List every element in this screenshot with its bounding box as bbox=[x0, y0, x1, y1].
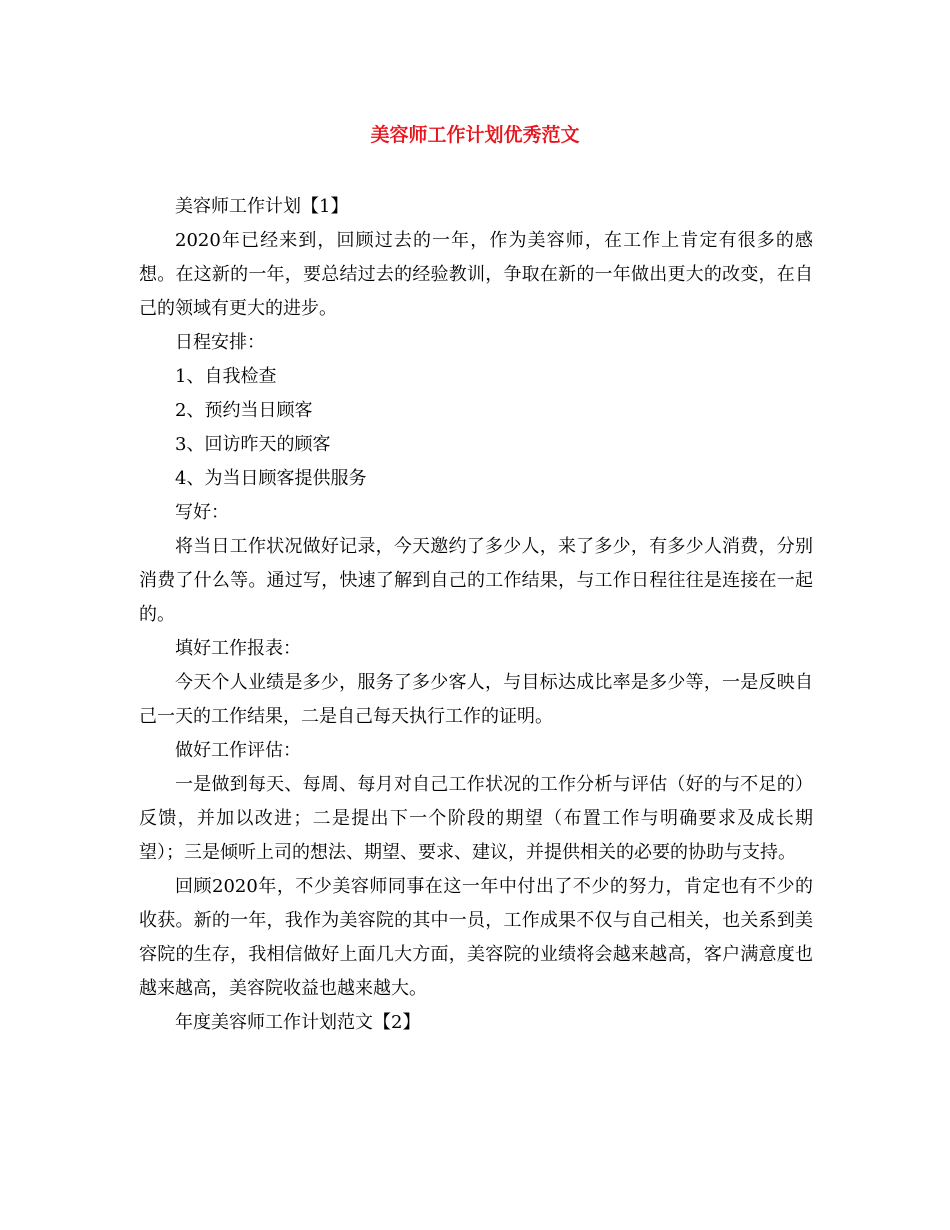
schedule-item: 3、回访昨天的顾客 bbox=[175, 434, 331, 455]
section-heading-1: 美容师工作计划【1】 bbox=[175, 196, 349, 217]
schedule-heading: 日程安排： bbox=[175, 332, 265, 353]
schedule-item: 1、自我检查 bbox=[175, 366, 277, 387]
document-body bbox=[139, 190, 813, 1040]
intro-paragraph: 2020年已经来到，回顾过去的一年，作为美容师，在工作上肯定有很多的感想。在这新的一年，要总结过去的经验教训，争取在新的一年做出更大的改变，在自己的领域有更大的进步。 bbox=[139, 230, 813, 319]
section-heading-2: 年度美容师工作计划范文【2】 bbox=[175, 1012, 421, 1033]
subheading-evaluation: 做好工作评估： bbox=[175, 740, 301, 761]
body-paragraph: 一是做到每天、每周、每月对自己工作状况的工作分析与评估（好的与不足的）反馈，并加以改进；二是提出下一个阶段的期望（布置工作与明确要求及成长期望）；三是倾听上司的想法、期望、要求、建议，并提供相关的必要的协助与支持。 bbox=[139, 774, 813, 863]
subheading-write: 写好： bbox=[175, 502, 229, 523]
schedule-item: 2、预约当日顾客 bbox=[175, 400, 313, 421]
subheading-report: 填好工作报表： bbox=[175, 638, 301, 659]
body-paragraph: 回顾2020年，不少美容师同事在这一年中付出了不少的努力，肯定也有不少的收获。新的一年，我作为美容院的其中一员，工作成果不仅与自己相关，也关系到美容院的生存，我相信做好上面几大方面，美容院的业绩将会越来越高，客户满意度也越来越高，美容院收益也越来越大。 bbox=[139, 876, 813, 999]
body-paragraph: 今天个人业绩是多少，服务了多少客人，与目标达成比率是多少等，一是反映自己一天的工作结果，二是自己每天执行工作的证明。 bbox=[139, 672, 813, 727]
body-paragraph: 将当日工作状况做好记录，今天邀约了多少人，来了多少，有多少人消费，分别消费了什么等。通过写，快速了解到自己的工作结果，与工作日程往往是连接在一起的。 bbox=[139, 536, 813, 625]
schedule-item: 4、为当日顾客提供服务 bbox=[175, 468, 367, 489]
document-title: 美容师工作计划优秀范文 bbox=[370, 124, 580, 146]
